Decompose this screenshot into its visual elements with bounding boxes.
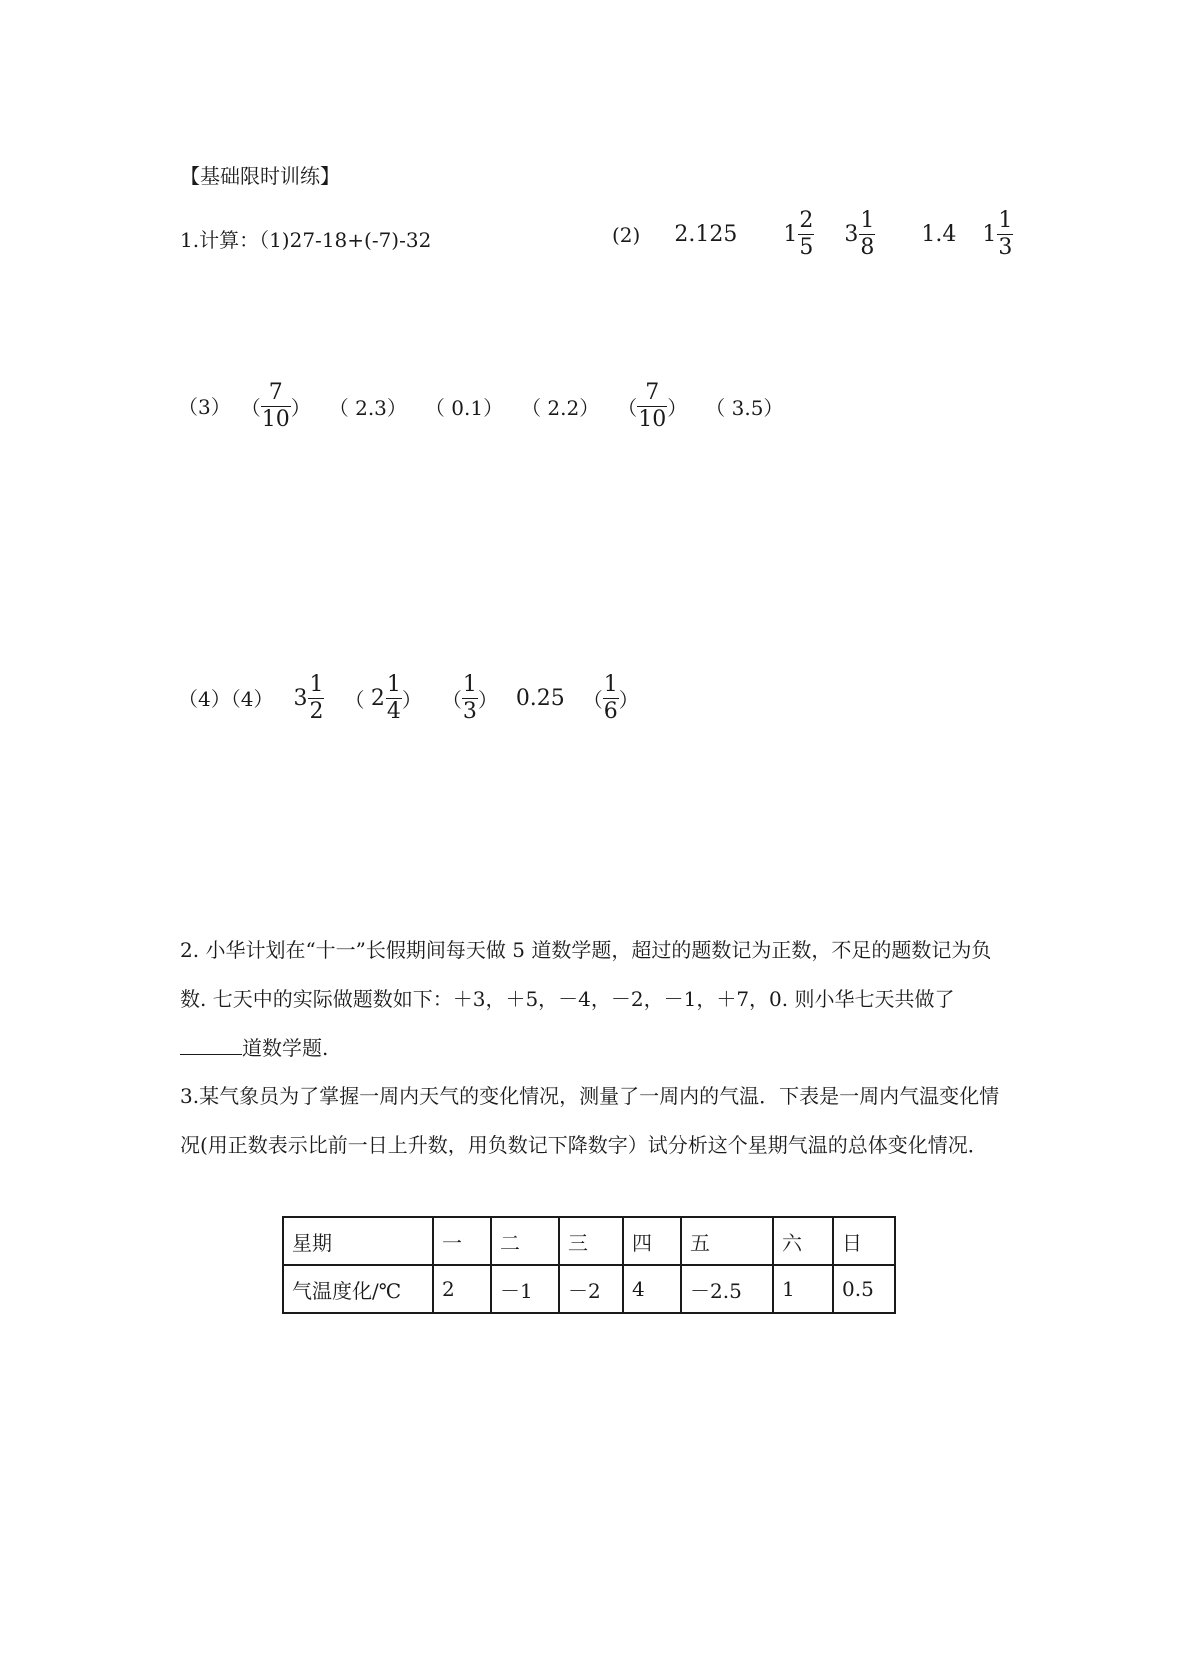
q1-part3-item: （ 2.2） [521,396,600,420]
q1-part3-item: （ 3.5） [705,396,784,420]
fraction: $\frac{2}{5}$ [799,208,814,260]
q3-paragraph: 3.某气象员为了掌握一周内天气的变化情况，测量了一周内的气温．下表是一周内气温变化情况(用正数表示比前一日上升数，用负数记下降数字）试分析这个星期气温的总体变化情况． [180,1084,1000,1157]
q1-part4-mixed [293,672,324,725]
table-cell: 一 [433,1217,491,1265]
fraction: $\frac{1}{3}$ [998,208,1013,260]
q1-part2-mixed [844,208,875,261]
q1-part4-fraction-item: （ $\frac{1}{6}$ ） [582,672,639,724]
q1-part2-label: (2) [612,222,641,247]
q1-part1: 1.计算：（1)27-18+(-7)-32 [180,228,432,252]
q1-part3-item: （ 2.3） [328,396,407,420]
q1-part2-item: 1.4 [921,222,957,247]
fraction: $\frac{1}{6}$ [603,672,618,724]
q1-part3-fraction-item: （ $\frac{7}{10}$ ） [617,380,688,432]
whole-part: 2 [370,686,385,711]
q1-part3 [178,380,783,433]
q1-part3-item: （ 0.1） [424,396,504,420]
table-cell: －2 [559,1265,623,1313]
section-title: 【基础限时训练】 [180,164,340,188]
whole-part: 3 [844,222,859,247]
fraction: $\frac{1}{2}$ [309,672,324,724]
q1-part2-item: 2.125 [674,222,738,247]
table-cell: 五 [681,1217,773,1265]
table-row [283,1265,895,1313]
table-cell: 四 [623,1217,681,1265]
table-cell: 1 [773,1265,833,1313]
fraction: $\frac{1}{4}$ [386,672,401,724]
table-header-row [283,1217,895,1265]
whole-part: 1 [783,222,798,247]
whole-part: 3 [293,686,308,711]
table-cell: 六 [773,1217,833,1265]
q2-text: 2. 小华计划在“十一”长假期间每天做 5 道数学题，超过的题数记为正数，不足的题数记为负数. 七天中的实际做题数如下：＋3，＋5，－4，－2，－1，＋7，0. 则小华七天共做了 [180,938,992,1011]
q1-part3-fraction-item: （ $\frac{7}{10}$ ） [240,380,311,432]
table-cell: －1 [491,1265,559,1313]
q1-part4-label: （4）（4） [178,686,274,711]
table-cell: 日 [833,1217,895,1265]
table-cell: 星期 [283,1217,433,1265]
q1-part2-mixed [783,208,814,261]
q1-part4 [178,672,639,725]
q1-part2-mixed [982,208,1013,261]
q1-part4-item: 0.25 [515,686,565,711]
table-cell: 气温度化/℃ [283,1265,433,1313]
table-cell: －2.5 [681,1265,773,1313]
table-cell: 三 [559,1217,623,1265]
fraction: $\frac{7}{10}$ [261,380,290,432]
fraction: $\frac{1}{3}$ [462,672,477,724]
table-cell: 4 [623,1265,681,1313]
fraction: $\frac{1}{8}$ [860,208,875,260]
answer-blank[interactable] [180,1034,242,1055]
q2-paragraph [180,926,1010,1073]
fraction: $\frac{7}{10}$ [638,380,667,432]
q1-part2 [612,208,1013,261]
table-cell: 二 [491,1217,559,1265]
q1-part3-label: （3） [178,394,231,419]
q2-suffix: 道数学题. [242,1036,329,1060]
temperature-table [282,1216,896,1314]
table-cell: 0.5 [833,1265,895,1313]
q1-part4-mixed: （ 2 $\frac{1}{4}$ ） [344,672,422,724]
whole-part: 1 [982,222,997,247]
table-cell: 2 [433,1265,491,1313]
q1-part4-fraction-item: （ $\frac{1}{3}$ ） [441,672,498,724]
